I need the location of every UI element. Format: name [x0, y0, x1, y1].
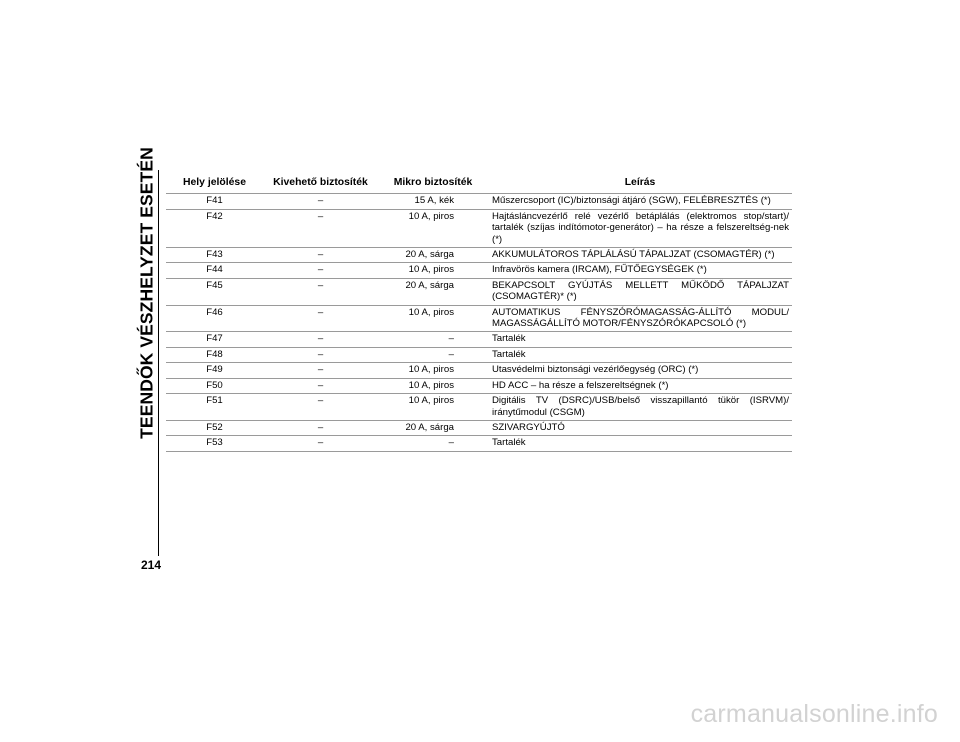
cell-micro-fuse: 15 A, kék	[378, 194, 488, 209]
cell-cartridge-fuse: –	[263, 394, 378, 421]
table-row	[166, 278, 792, 305]
cell-description: AKKUMULÁTOROS TÁPLÁLÁSÚ TÁPALJZAT (CSOMAGTÉR) (*)	[488, 248, 792, 263]
cell-description: Digitális TV (DSRC)/USB/belső visszapillantó tükör (ISRVM)/ iránytűmodul (CSGM)	[488, 394, 792, 421]
cell-micro-fuse: 10 A, piros	[378, 363, 488, 378]
cell-cartridge-fuse: –	[263, 209, 378, 247]
table-row	[166, 394, 792, 421]
cell-cartridge-fuse: –	[263, 194, 378, 209]
table-row	[166, 436, 792, 451]
header-cartridge-fuse: Kivehető biztosíték	[263, 174, 378, 194]
table-row	[166, 332, 792, 347]
cell-micro-fuse: 10 A, piros	[378, 209, 488, 247]
cell-description: HD ACC – ha része a felszereltségnek (*)	[488, 378, 792, 393]
cell-location: F48	[166, 347, 263, 362]
cell-location: F47	[166, 332, 263, 347]
cell-description: Hajtásláncvezérlő relé vezérlő betáplálás (elektromos stop/start)/ tartalék (szíjas indítómotor-generátor) – ha része a felszereltség-nek (*)	[488, 209, 792, 247]
cell-micro-fuse: –	[378, 347, 488, 362]
cell-description: BEKAPCSOLT GYÚJTÁS MELLETT MŰKÖDŐ TÁPALJZAT (CSOMAGTÉR)* (*)	[488, 278, 792, 305]
cell-cartridge-fuse: –	[263, 305, 378, 332]
table-row	[166, 248, 792, 263]
page-number: 214	[141, 558, 162, 572]
cell-description: AUTOMATIKUS FÉNYSZÓRÓMAGASSÁG-ÁLLÍTÓ MODUL/ MAGASSÁGÁLLÍTÓ MOTOR/FÉNYSZÓRÓKAPCSOLÓ (*)	[488, 305, 792, 332]
header-micro-fuse: Mikro biztosíték	[378, 174, 488, 194]
cell-micro-fuse: –	[378, 436, 488, 451]
cell-micro-fuse: 20 A, sárga	[378, 248, 488, 263]
cell-location: F51	[166, 394, 263, 421]
table-row	[166, 209, 792, 247]
header-description: Leírás	[488, 174, 792, 194]
table-row	[166, 347, 792, 362]
cell-micro-fuse: 20 A, sárga	[378, 420, 488, 435]
table-row	[166, 363, 792, 378]
table-row	[166, 378, 792, 393]
table-row	[166, 305, 792, 332]
table-row	[166, 194, 792, 209]
cell-micro-fuse: 10 A, piros	[378, 378, 488, 393]
cell-location: F50	[166, 378, 263, 393]
cell-cartridge-fuse: –	[263, 248, 378, 263]
cell-micro-fuse: 20 A, sárga	[378, 278, 488, 305]
cell-cartridge-fuse: –	[263, 363, 378, 378]
table-row	[166, 263, 792, 278]
cell-description: SZIVARGYÚJTÓ	[488, 420, 792, 435]
watermark: carmanualsonline.info	[690, 700, 938, 728]
cell-cartridge-fuse: –	[263, 263, 378, 278]
cell-location: F41	[166, 194, 263, 209]
section-title: TEENDŐK VÉSZHELYZET ESETÉN	[136, 147, 157, 439]
cell-cartridge-fuse: –	[263, 378, 378, 393]
cell-micro-fuse: 10 A, piros	[378, 394, 488, 421]
cell-cartridge-fuse: –	[263, 278, 378, 305]
fuse-table	[166, 174, 792, 452]
cell-description: Tartalék	[488, 332, 792, 347]
table-row	[166, 420, 792, 435]
cell-cartridge-fuse: –	[263, 436, 378, 451]
cell-description: Tartalék	[488, 347, 792, 362]
cell-location: F52	[166, 420, 263, 435]
cell-location: F46	[166, 305, 263, 332]
cell-location: F44	[166, 263, 263, 278]
table-header-row	[166, 174, 792, 194]
cell-location: F42	[166, 209, 263, 247]
cell-location: F49	[166, 363, 263, 378]
cell-micro-fuse: 10 A, piros	[378, 305, 488, 332]
cell-description: Utasvédelmi biztonsági vezérlőegység (ORC) (*)	[488, 363, 792, 378]
cell-location: F43	[166, 248, 263, 263]
cell-micro-fuse: 10 A, piros	[378, 263, 488, 278]
cell-description: Infravörös kamera (IRCAM), FŰTŐEGYSÉGEK (*)	[488, 263, 792, 278]
header-location: Hely jelölése	[166, 174, 263, 194]
cell-cartridge-fuse: –	[263, 332, 378, 347]
cell-location: F53	[166, 436, 263, 451]
cell-cartridge-fuse: –	[263, 347, 378, 362]
cell-description: Műszercsoport (IC)/biztonsági átjáró (SGW), FELÉBRESZTÉS (*)	[488, 194, 792, 209]
cell-location: F45	[166, 278, 263, 305]
cell-cartridge-fuse: –	[263, 420, 378, 435]
section-divider	[158, 170, 159, 556]
cell-micro-fuse: –	[378, 332, 488, 347]
cell-description: Tartalék	[488, 436, 792, 451]
